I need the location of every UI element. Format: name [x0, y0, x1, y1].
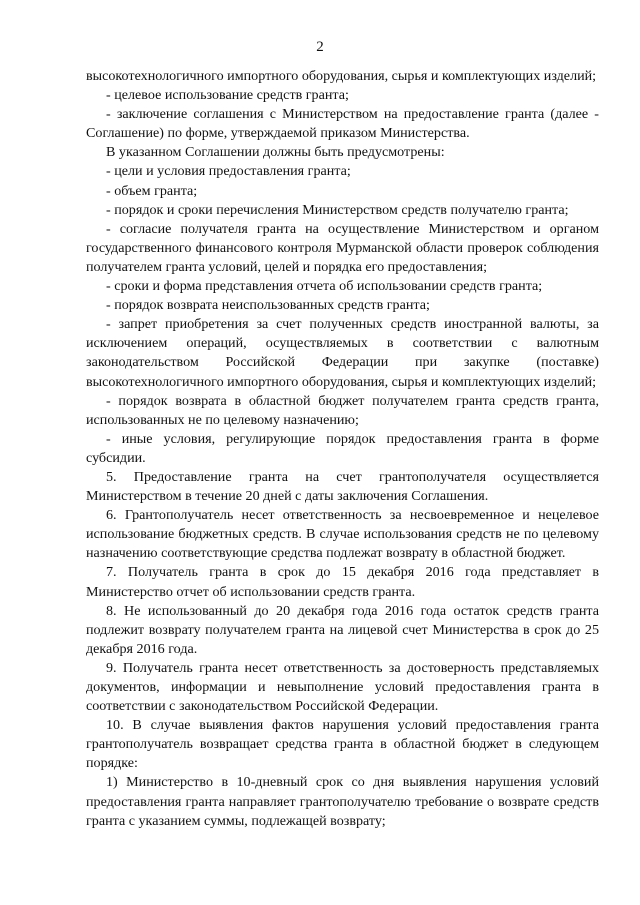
list-item-other-conditions: - иные условия, регулирующие порядок предоставления гранта в форме субсидии.	[86, 430, 599, 466]
document-body	[86, 67, 599, 831]
list-item-transfer: - порядок и сроки перечисления Министерством средств получателю гранта;	[106, 201, 569, 218]
paragraph-continuation: высокотехнологичного импортного оборудования, сырья и комплектующих изделий;	[86, 68, 597, 84]
clause-10: 10. В случае выявления фактов нарушения условий предоставления гранта грантополучатель возвращает средства гранта в областной бюджет в следующем порядке:	[86, 717, 599, 772]
clause-7: 7. Получатель гранта в срок до 15 декабря 2016 года представляет в Министерство отчет об использовании средств гранта.	[86, 564, 599, 600]
list-item-currency-ban: - запрет приобретения за счет полученных средств иностранной валюты, за исключением операций, осуществляемых в соответствии с валютным законодательством Российской Федерации при закупке (поставке) высокотехнологичного импортного оборудования, сырья и комплектующих изделий;	[86, 316, 599, 390]
clause-8: 8. Не использованный до 20 декабря года 2016 года остаток средств гранта подлежит возврату получателем гранта на лицевой счет Министерства в срок до 25 декабря 2016 года.	[86, 602, 599, 657]
clause-9: 9. Получатель гранта несет ответственность за достоверность представляемых документов, информации и невыполнение условий предоставления гранта в соответствии с законодательством Российской Федерации.	[86, 659, 599, 715]
list-item-return-unused: - порядок возврата неиспользованных средств гранта;	[106, 297, 430, 314]
list-item-return-misuse: - порядок возврата в областной бюджет получателем гранта средств гранта, использованных не по целевому назначению;	[86, 392, 599, 428]
list-item-target-use: - целевое использование средств гранта;	[106, 87, 349, 104]
clause-5: 5. Предоставление гранта на счет грантополучателя осуществляется Министерством в течение 20 дней с даты заключения Соглашения.	[86, 468, 599, 505]
list-item-consent: - согласие получателя гранта на осуществление Министерством и органом государственного финансового контроля Мурманской области проверок соблюдения получателем гранта условий, целей и порядка его предоставления;	[86, 220, 599, 275]
clause-10-1: 1) Министерство в 10-дневный срок со дня выявления нарушения условий предоставления гранта направляет грантополучателю требование о возврате средств гранта с указанием суммы, подлежащей возврату;	[86, 774, 599, 829]
list-item-volume: - объем гранта;	[106, 182, 198, 199]
list-item-report: - сроки и форма представления отчета об использовании средств гранта;	[106, 278, 543, 295]
list-item-agreement: - заключение соглашения с Министерством на предоставление гранта (далее - Соглашение) по форме, утверждаемой приказом Министерства.	[86, 106, 599, 142]
list-item-goals: - цели и условия предоставления гранта;	[106, 163, 351, 180]
paragraph-agreement-intro: В указанном Соглашении должны быть предусмотрены:	[106, 144, 445, 161]
clause-6: 6. Грантополучатель несет ответственность за несвоевременное и нецелевое использование бюджетных средств. В случае использования средств не по целевому назначению соответствующие средства подлежат возврату в областной бюджет.	[86, 507, 599, 562]
page-number: 2	[316, 39, 324, 55]
